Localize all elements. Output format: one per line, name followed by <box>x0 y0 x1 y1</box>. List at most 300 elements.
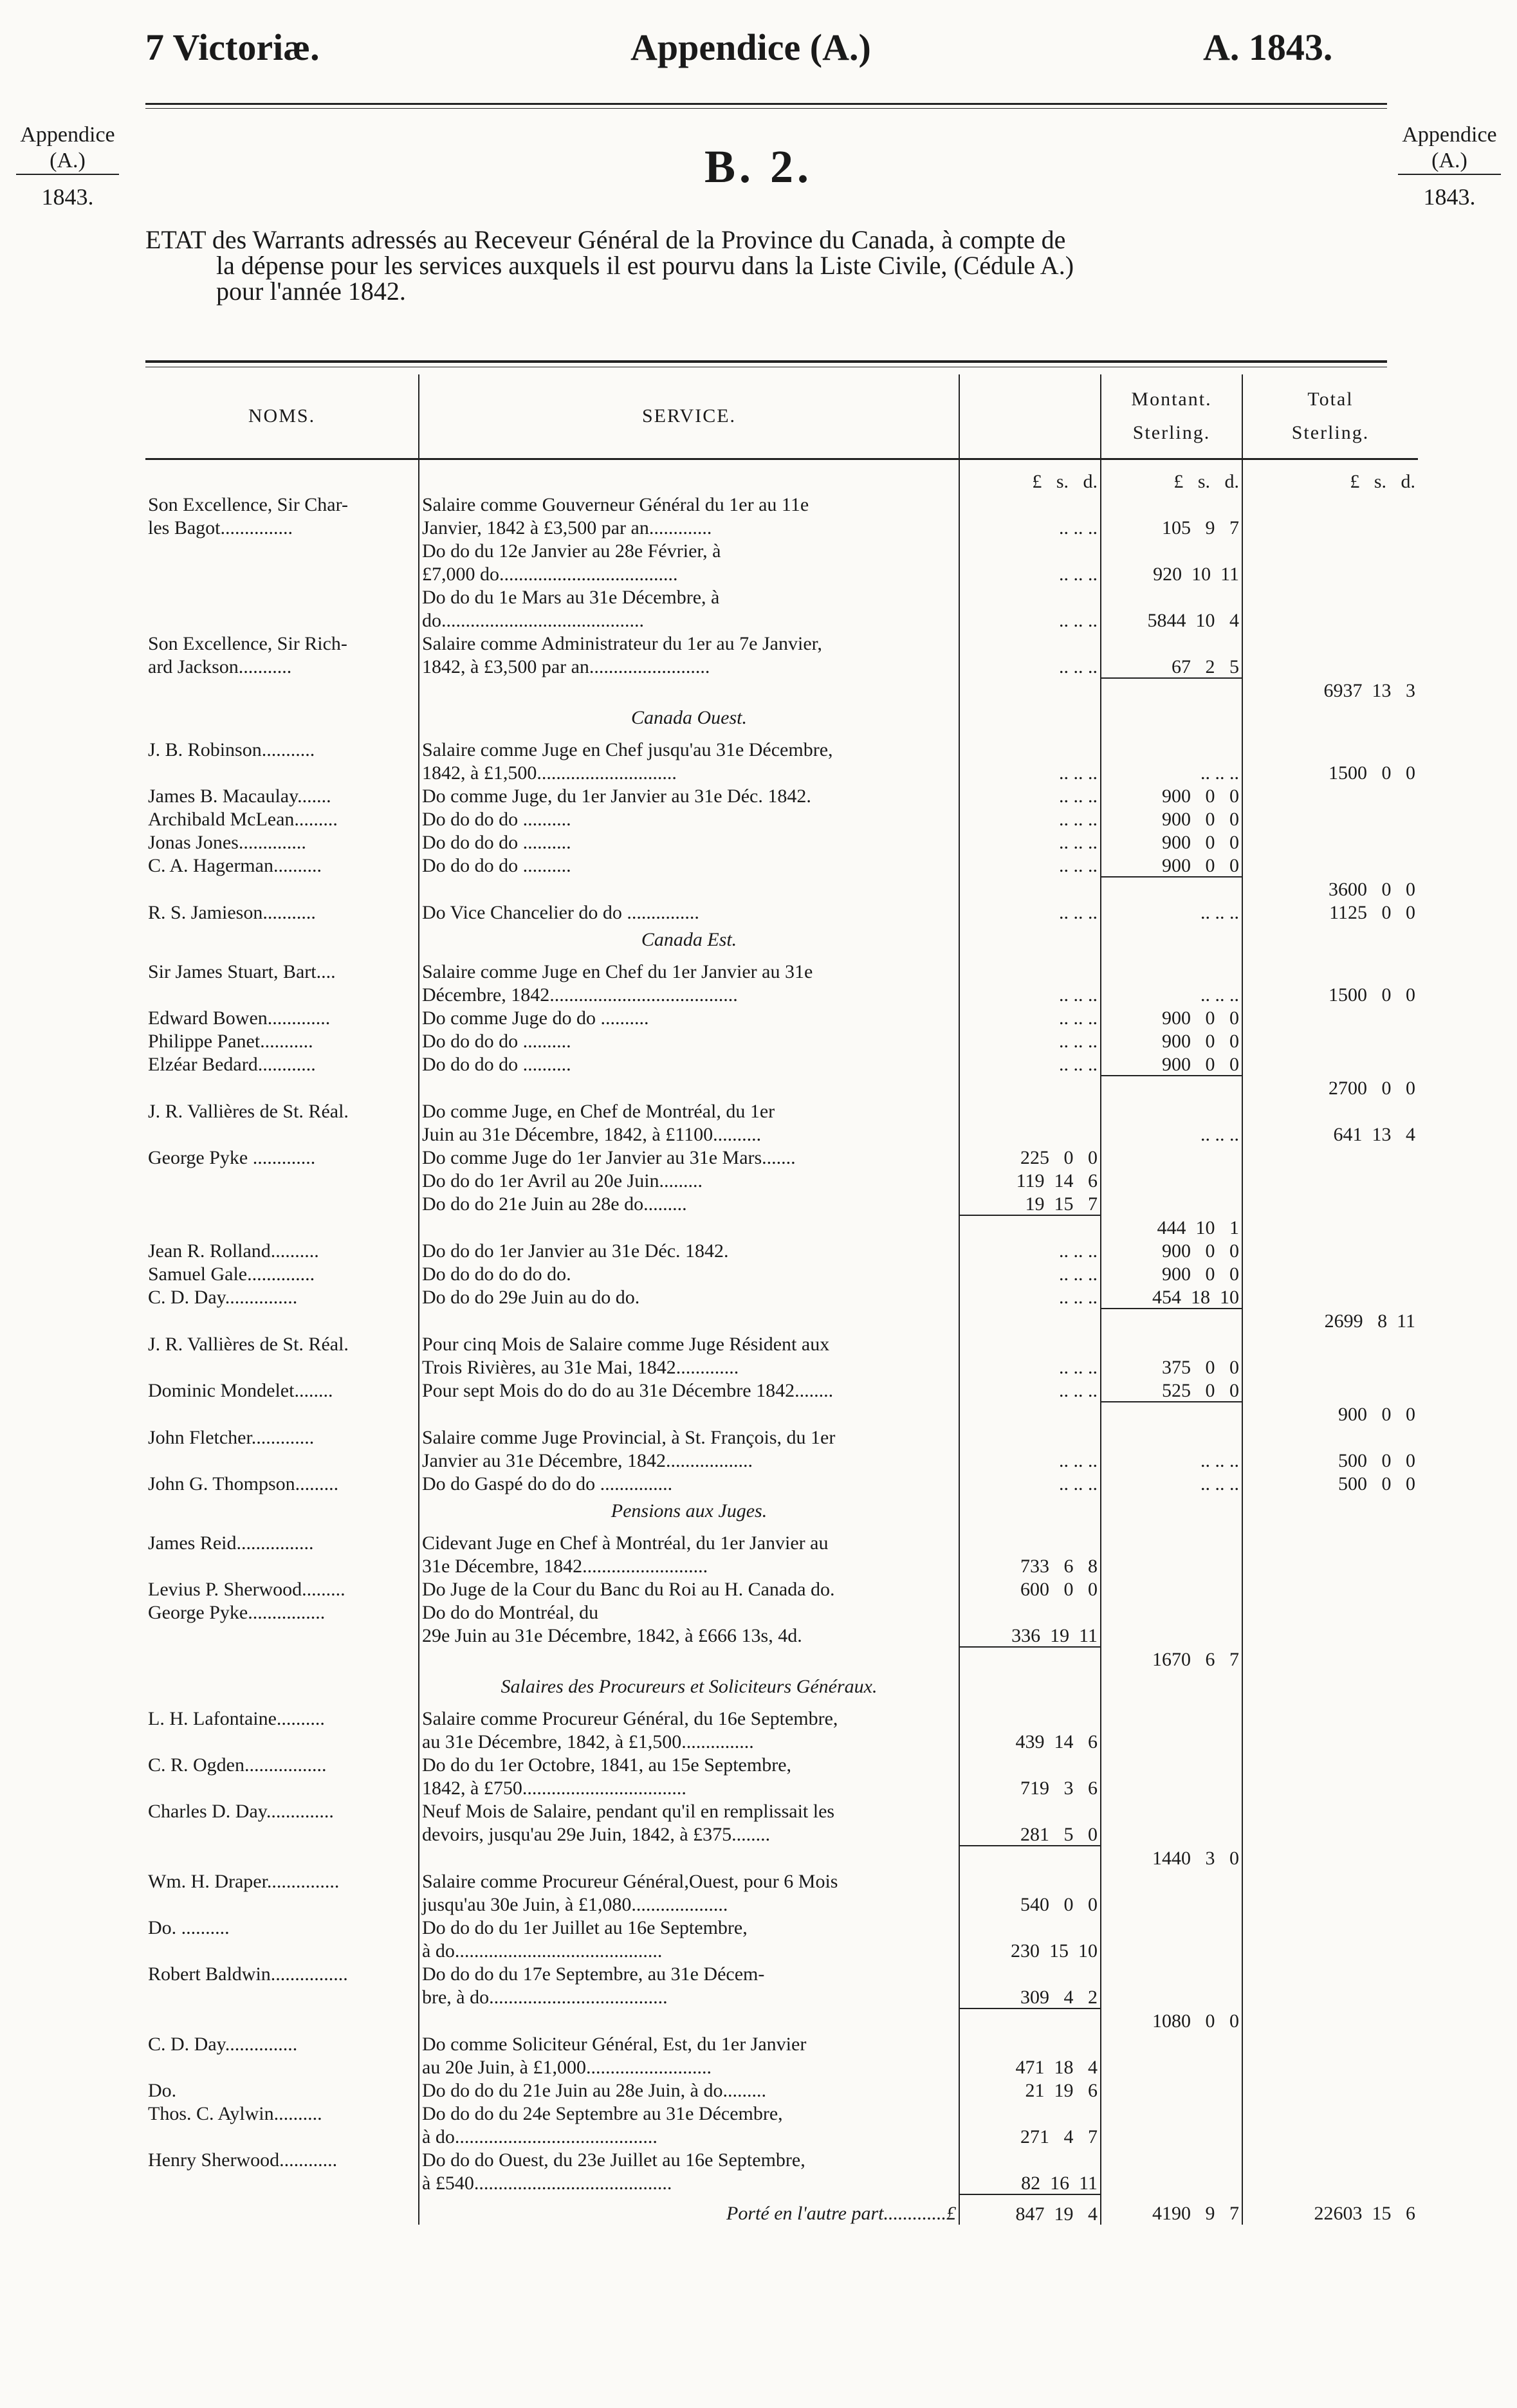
table-row <box>145 562 1418 585</box>
row-service: 1842, à £750.................................. <box>419 1776 959 1799</box>
row-amount <box>959 492 1101 515</box>
row-total <box>1242 538 1418 562</box>
row-service <box>419 1215 959 1238</box>
section-heading: Pensions aux Juges. <box>419 1494 959 1530</box>
row-total <box>1242 1962 1418 1985</box>
row-amount <box>959 585 1101 608</box>
row-montant <box>1101 1752 1242 1776</box>
document-title: B. 2. <box>704 141 813 192</box>
table-row <box>145 1355 1418 1378</box>
table-row <box>145 1706 1418 1729</box>
row-total: 6937 13 3 <box>1242 678 1418 701</box>
row-total <box>1242 830 1418 853</box>
row-montant <box>1101 631 1242 654</box>
row-service: Do do do do .......... <box>419 1029 959 1052</box>
row-service: à £540......................................... <box>419 2171 959 2194</box>
row-service: Do do do 29e Juin au do do. <box>419 1285 959 1309</box>
table-row <box>145 982 1418 1006</box>
row-montant: .. .. .. <box>1101 900 1242 923</box>
header-rule <box>145 103 1387 105</box>
row-name <box>145 678 419 701</box>
table-row <box>145 1554 1418 1577</box>
units-total: £ s. d. <box>1242 459 1418 493</box>
row-total <box>1242 1846 1418 1869</box>
table-row <box>145 1029 1418 1052</box>
row-name: Henry Sherwood............ <box>148 2149 338 2171</box>
row-total <box>1242 784 1418 807</box>
row-name: James B. Macaulay....... <box>148 786 331 807</box>
row-amount: 540 0 0 <box>959 1892 1101 1915</box>
row-amount <box>959 1530 1101 1554</box>
row-service: 1842, à £3,500 par an......................... <box>419 654 959 678</box>
row-name: J. R. Vallières de St. Réal. <box>148 1101 349 1122</box>
row-service: Do do do do .......... <box>419 853 959 877</box>
row-name <box>145 608 419 631</box>
row-total <box>1242 2101 1418 2124</box>
row-montant <box>1101 1985 1242 2008</box>
row-montant <box>1101 1554 1242 1577</box>
row-total <box>1242 853 1418 877</box>
table-row <box>145 1238 1418 1262</box>
row-montant <box>1101 1577 1242 1600</box>
row-amount: .. .. .. <box>959 1448 1101 1471</box>
total-label: Total <box>1307 389 1354 410</box>
table-row <box>145 1846 1418 1869</box>
row-total <box>1242 1623 1418 1647</box>
row-name: C. D. Day............... <box>148 1287 298 1308</box>
row-amount <box>959 678 1101 701</box>
row-amount <box>959 1215 1101 1238</box>
row-service: Pour sept Mois do do do au 31e Décembre 1842........ <box>419 1378 959 1402</box>
row-total <box>1242 1869 1418 1892</box>
table-row <box>145 1402 1418 1425</box>
table-row <box>145 900 1418 923</box>
row-name <box>145 2124 419 2147</box>
row-amount: .. .. .. <box>959 1262 1101 1285</box>
row-total <box>1242 1099 1418 1122</box>
row-service: à do.......................................... <box>419 2124 959 2147</box>
row-total <box>1242 1600 1418 1623</box>
row-amount: 719 3 6 <box>959 1776 1101 1799</box>
row-montant <box>1101 1915 1242 1938</box>
table-row <box>145 1776 1418 1799</box>
row-total: 2699 8 11 <box>1242 1309 1418 1332</box>
intro-line-2: la dépense pour les services auxquels il est pourvu dans la Liste Civile, (Cédule A.) <box>216 251 1074 280</box>
row-total <box>1242 1577 1418 1600</box>
row-montant <box>1101 1425 1242 1448</box>
montant-sub: Sterling. <box>1132 422 1211 443</box>
row-amount <box>959 2032 1101 2055</box>
side-year: 1843. <box>41 184 94 210</box>
section-heading-row <box>145 1494 1418 1530</box>
row-service: 1842, à £1,500............................. <box>419 760 959 784</box>
row-amount: .. .. .. <box>959 515 1101 538</box>
table-row <box>145 1729 1418 1752</box>
row-total <box>1242 1332 1418 1355</box>
table-row <box>145 1285 1418 1309</box>
row-montant <box>1101 1191 1242 1215</box>
table-row <box>145 1191 1418 1215</box>
row-total <box>1242 1006 1418 1029</box>
table-row <box>145 959 1418 982</box>
row-amount <box>959 1962 1101 1985</box>
table-row <box>145 1099 1418 1122</box>
row-montant <box>1101 1706 1242 1729</box>
row-service: Do do du 1e Mars au 31e Décembre, à <box>419 585 959 608</box>
table-row <box>145 1799 1418 1822</box>
row-name: J. B. Robinson........... <box>148 739 315 760</box>
row-service: 31e Décembre, 1842.......................... <box>419 1554 959 1577</box>
row-montant <box>1101 1332 1242 1355</box>
row-montant: 900 0 0 <box>1101 1029 1242 1052</box>
side-label: Appendice <box>1402 123 1497 147</box>
row-total: 3600 0 0 <box>1242 877 1418 900</box>
table-row <box>145 1052 1418 1076</box>
row-name <box>145 2008 419 2032</box>
table-row <box>145 1892 1418 1915</box>
row-amount: .. .. .. <box>959 1471 1101 1494</box>
row-montant: 454 18 10 <box>1101 1285 1242 1309</box>
row-amount: .. .. .. <box>959 807 1101 830</box>
row-total <box>1242 2008 1418 2032</box>
row-service: Salaire comme Juge en Chef jusqu'au 31e Décembre, <box>419 737 959 760</box>
row-amount: 309 4 2 <box>959 1985 1101 2008</box>
row-amount <box>959 2008 1101 2032</box>
row-montant <box>1101 1729 1242 1752</box>
row-service: Janvier, 1842 à £3,500 par an............. <box>419 515 959 538</box>
table-row <box>145 1215 1418 1238</box>
row-montant: 920 10 11 <box>1101 562 1242 585</box>
col-service: SERVICE. <box>419 374 959 459</box>
row-amount <box>959 1402 1101 1425</box>
row-service: Do do do do .......... <box>419 807 959 830</box>
row-total: 500 0 0 <box>1242 1471 1418 1494</box>
row-service: Cidevant Juge en Chef à Montréal, du 1er Janvier au <box>419 1530 959 1554</box>
row-total <box>1242 2171 1418 2194</box>
table-row <box>145 807 1418 830</box>
carried-forward-total: 22603 15 6 <box>1242 2194 1418 2225</box>
row-name: John G. Thompson......... <box>148 1473 339 1494</box>
row-service: 29e Juin au 31e Décembre, 1842, à £666 13s, 4d. <box>419 1623 959 1647</box>
table-row <box>145 1600 1418 1623</box>
row-total <box>1242 654 1418 678</box>
table-row <box>145 2124 1418 2147</box>
section-heading: Canada Ouest. <box>419 701 959 737</box>
row-total: 1500 0 0 <box>1242 760 1418 784</box>
table-row <box>145 492 1418 515</box>
table-row <box>145 2147 1418 2171</box>
table-row <box>145 1168 1418 1191</box>
row-service: Salaire comme Administrateur du 1er au 7e Janvier, <box>419 631 959 654</box>
table-row <box>145 631 1418 654</box>
section-heading-row <box>145 1670 1418 1706</box>
row-amount: 733 6 8 <box>959 1554 1101 1577</box>
row-service: Pour cinq Mois de Salaire comme Juge Résident aux <box>419 1332 959 1355</box>
row-montant <box>1101 2032 1242 2055</box>
row-total: 2700 0 0 <box>1242 1076 1418 1099</box>
table-row <box>145 1577 1418 1600</box>
row-total <box>1242 1799 1418 1822</box>
row-amount: .. .. .. <box>959 1029 1101 1052</box>
row-service <box>419 1846 959 1869</box>
row-name <box>145 1892 419 1915</box>
row-name: Samuel Gale.............. <box>148 1264 315 1285</box>
table-row <box>145 654 1418 678</box>
row-service: Do do do do .......... <box>419 830 959 853</box>
row-service: Do do do Montréal, du <box>419 1600 959 1623</box>
row-service: devoirs, jusqu'au 29e Juin, 1842, à £375........ <box>419 1822 959 1846</box>
row-amount: .. .. .. <box>959 853 1101 877</box>
row-total: 1500 0 0 <box>1242 982 1418 1006</box>
row-montant: 900 0 0 <box>1101 807 1242 830</box>
row-service: Trois Rivières, au 31e Mai, 1842............. <box>419 1355 959 1378</box>
header-rule-thin <box>145 108 1387 109</box>
row-total <box>1242 515 1418 538</box>
table-row <box>145 1530 1418 1554</box>
row-amount <box>959 1076 1101 1099</box>
row-amount <box>959 2147 1101 2171</box>
row-montant <box>1101 1938 1242 1962</box>
row-amount <box>959 631 1101 654</box>
row-montant <box>1101 585 1242 608</box>
table-row <box>145 1262 1418 1285</box>
row-service: Do do du 12e Janvier au 28e Février, à <box>419 538 959 562</box>
row-montant: 900 0 0 <box>1101 1052 1242 1076</box>
row-name: Thos. C. Aylwin.......... <box>148 2103 322 2124</box>
row-montant <box>1101 959 1242 982</box>
row-total: 900 0 0 <box>1242 1402 1418 1425</box>
row-name <box>145 760 419 784</box>
row-amount: .. .. .. <box>959 1285 1101 1309</box>
row-name <box>145 1729 419 1752</box>
table-row <box>145 760 1418 784</box>
carried-forward-montant: 4190 9 7 <box>1101 2194 1242 2225</box>
row-name: Dominic Mondelet........ <box>148 1380 333 1401</box>
montant-label: Montant. <box>1131 389 1212 410</box>
row-amount: 281 5 0 <box>959 1822 1101 1846</box>
row-amount <box>959 1706 1101 1729</box>
row-total <box>1242 1752 1418 1776</box>
row-service: Do do do du 21e Juin au 28e Juin, à do......... <box>419 2078 959 2101</box>
row-name <box>145 1191 419 1215</box>
row-service: Do comme Soliciteur Général, Est, du 1er Janvier <box>419 2032 959 2055</box>
row-service: Do comme Juge, en Chef de Montréal, du 1er <box>419 1099 959 1122</box>
row-amount: 336 19 11 <box>959 1623 1101 1647</box>
row-amount <box>959 1846 1101 1869</box>
row-amount <box>959 1647 1101 1670</box>
row-montant <box>1101 1309 1242 1332</box>
row-service: Do comme Juge, du 1er Janvier au 31e Déc. 1842. <box>419 784 959 807</box>
row-montant <box>1101 1869 1242 1892</box>
row-montant: 900 0 0 <box>1101 853 1242 877</box>
row-service: Do do do do do do. <box>419 1262 959 1285</box>
row-service: Salaire comme Juge en Chef du 1er Janvier au 31e <box>419 959 959 982</box>
table-row <box>145 1309 1418 1332</box>
row-amount: 271 4 7 <box>959 2124 1101 2147</box>
row-amount <box>959 1122 1101 1145</box>
row-service: Do Vice Chancelier do do ............... <box>419 900 959 923</box>
row-total <box>1242 1647 1418 1670</box>
row-montant: 900 0 0 <box>1101 784 1242 807</box>
row-name: Jonas Jones.............. <box>148 832 306 853</box>
row-total <box>1242 1238 1418 1262</box>
row-name <box>145 1215 419 1238</box>
row-montant <box>1101 1402 1242 1425</box>
intro-text <box>145 227 1387 304</box>
row-montant: 900 0 0 <box>1101 830 1242 853</box>
row-total: 641 13 4 <box>1242 1122 1418 1145</box>
row-name: Philippe Panet........... <box>148 1031 313 1052</box>
table-row <box>145 2055 1418 2078</box>
row-total <box>1242 1915 1418 1938</box>
row-amount: .. .. .. <box>959 562 1101 585</box>
row-total <box>1242 1285 1418 1309</box>
row-service: Décembre, 1842....................................... <box>419 982 959 1006</box>
row-name <box>145 1647 419 1670</box>
row-service: au 31e Décembre, 1842, à £1,500............... <box>419 1729 959 1752</box>
row-name <box>145 1822 419 1846</box>
row-montant <box>1101 1099 1242 1122</box>
row-amount <box>959 1332 1101 1355</box>
table-row <box>145 585 1418 608</box>
row-name: George Pyke ............. <box>148 1147 316 1168</box>
intro-line-3: pour l'année 1842. <box>216 277 406 306</box>
table-row <box>145 2008 1418 2032</box>
row-total <box>1242 2055 1418 2078</box>
row-amount: 82 16 11 <box>959 2171 1101 2194</box>
row-name: Son Excellence, Sir Char- <box>148 494 348 515</box>
row-service <box>419 1402 959 1425</box>
table-row <box>145 2171 1418 2194</box>
row-name: Sir James Stuart, Bart.... <box>148 961 336 982</box>
row-montant: 1080 0 0 <box>1101 2008 1242 2032</box>
row-total <box>1242 1425 1418 1448</box>
row-total <box>1242 2124 1418 2147</box>
row-total <box>1242 1554 1418 1577</box>
section-heading: Salaires des Procureurs et Soliciteurs Généraux. <box>419 1670 959 1706</box>
row-montant <box>1101 1776 1242 1799</box>
table-row <box>145 1006 1418 1029</box>
row-total <box>1242 1729 1418 1752</box>
table-top-rule <box>145 360 1387 363</box>
row-amount <box>959 1099 1101 1122</box>
table-row <box>145 2078 1418 2101</box>
side-label: Appendice <box>20 123 115 147</box>
row-total <box>1242 1355 1418 1378</box>
row-amount: 21 19 6 <box>959 2078 1101 2101</box>
row-name: Levius P. Sherwood......... <box>148 1579 345 1600</box>
row-total <box>1242 2147 1418 2171</box>
row-service: Salaire comme Procureur Général,Ouest, pour 6 Mois <box>419 1869 959 1892</box>
table-row <box>145 1962 1418 1985</box>
row-montant: .. .. .. <box>1101 982 1242 1006</box>
row-amount: .. .. .. <box>959 900 1101 923</box>
row-name: James Reid................ <box>148 1532 314 1554</box>
row-name <box>145 1985 419 2008</box>
row-amount <box>959 1799 1101 1822</box>
row-amount <box>959 877 1101 900</box>
row-montant: 900 0 0 <box>1101 1238 1242 1262</box>
carried-forward-amount: 847 19 4 <box>959 2194 1101 2225</box>
table-row <box>145 1425 1418 1448</box>
row-montant: .. .. .. <box>1101 1448 1242 1471</box>
row-name <box>145 982 419 1006</box>
row-montant <box>1101 678 1242 701</box>
row-service: Juin au 31e Décembre, 1842, à £1100.......... <box>419 1122 959 1145</box>
row-total <box>1242 1262 1418 1285</box>
row-service: Do do do 1er Janvier au 31e Déc. 1842. <box>419 1238 959 1262</box>
row-service <box>419 877 959 900</box>
table-row <box>145 1122 1418 1145</box>
header-right: A. 1843. <box>1203 26 1333 68</box>
row-total <box>1242 2078 1418 2101</box>
row-montant <box>1101 492 1242 515</box>
row-montant <box>1101 1822 1242 1846</box>
row-amount: 600 0 0 <box>959 1577 1101 1600</box>
row-service: Salaire comme Gouverneur Général du 1er au 11e <box>419 492 959 515</box>
table-row <box>145 608 1418 631</box>
row-name <box>145 1168 419 1191</box>
row-name: Wm. H. Draper............... <box>148 1871 340 1892</box>
table-row <box>145 1647 1418 1670</box>
row-amount: .. .. .. <box>959 608 1101 631</box>
total-sub: Sterling. <box>1291 422 1370 443</box>
table-row <box>145 1448 1418 1471</box>
row-total <box>1242 1215 1418 1238</box>
table-row <box>145 1332 1418 1355</box>
row-amount <box>959 737 1101 760</box>
table-row <box>145 1869 1418 1892</box>
row-service: Janvier au 31e Décembre, 1842.................. <box>419 1448 959 1471</box>
row-montant <box>1101 1600 1242 1623</box>
row-montant <box>1101 2101 1242 2124</box>
row-amount: .. .. .. <box>959 1378 1101 1402</box>
row-montant: 444 10 1 <box>1101 1215 1242 1238</box>
row-total <box>1242 1145 1418 1168</box>
row-service: Do do du 1er Octobre, 1841, au 15e Septembre, <box>419 1752 959 1776</box>
row-montant: 375 0 0 <box>1101 1355 1242 1378</box>
table-row <box>145 1752 1418 1776</box>
row-name: George Pyke................ <box>148 1602 326 1623</box>
row-name <box>145 1554 419 1577</box>
row-total: 500 0 0 <box>1242 1448 1418 1471</box>
row-name <box>145 2171 419 2194</box>
table-row <box>145 737 1418 760</box>
section-heading-row <box>145 923 1418 959</box>
row-service: Salaire comme Procureur Général, du 16e Septembre, <box>419 1706 959 1729</box>
side-year: 1843. <box>1423 184 1476 210</box>
table-row <box>145 877 1418 900</box>
row-service: Do do do 21e Juin au 28e do......... <box>419 1191 959 1215</box>
row-name: Charles D. Day.............. <box>148 1801 334 1822</box>
row-name <box>145 1122 419 1145</box>
row-amount <box>959 1752 1101 1776</box>
row-service: do.......................................... <box>419 608 959 631</box>
row-amount <box>959 1869 1101 1892</box>
row-service: Do do do do .......... <box>419 1052 959 1076</box>
row-amount: .. .. .. <box>959 654 1101 678</box>
row-montant <box>1101 1799 1242 1822</box>
row-amount <box>959 1600 1101 1623</box>
table-row <box>145 1822 1418 1846</box>
table-row <box>145 853 1418 877</box>
table-row <box>145 1076 1418 1099</box>
row-montant <box>1101 1623 1242 1647</box>
row-name: C. A. Hagerman.......... <box>148 855 322 876</box>
table-row <box>145 1471 1418 1494</box>
row-montant: 525 0 0 <box>1101 1378 1242 1402</box>
row-name: Jean R. Rolland.......... <box>148 1240 319 1262</box>
